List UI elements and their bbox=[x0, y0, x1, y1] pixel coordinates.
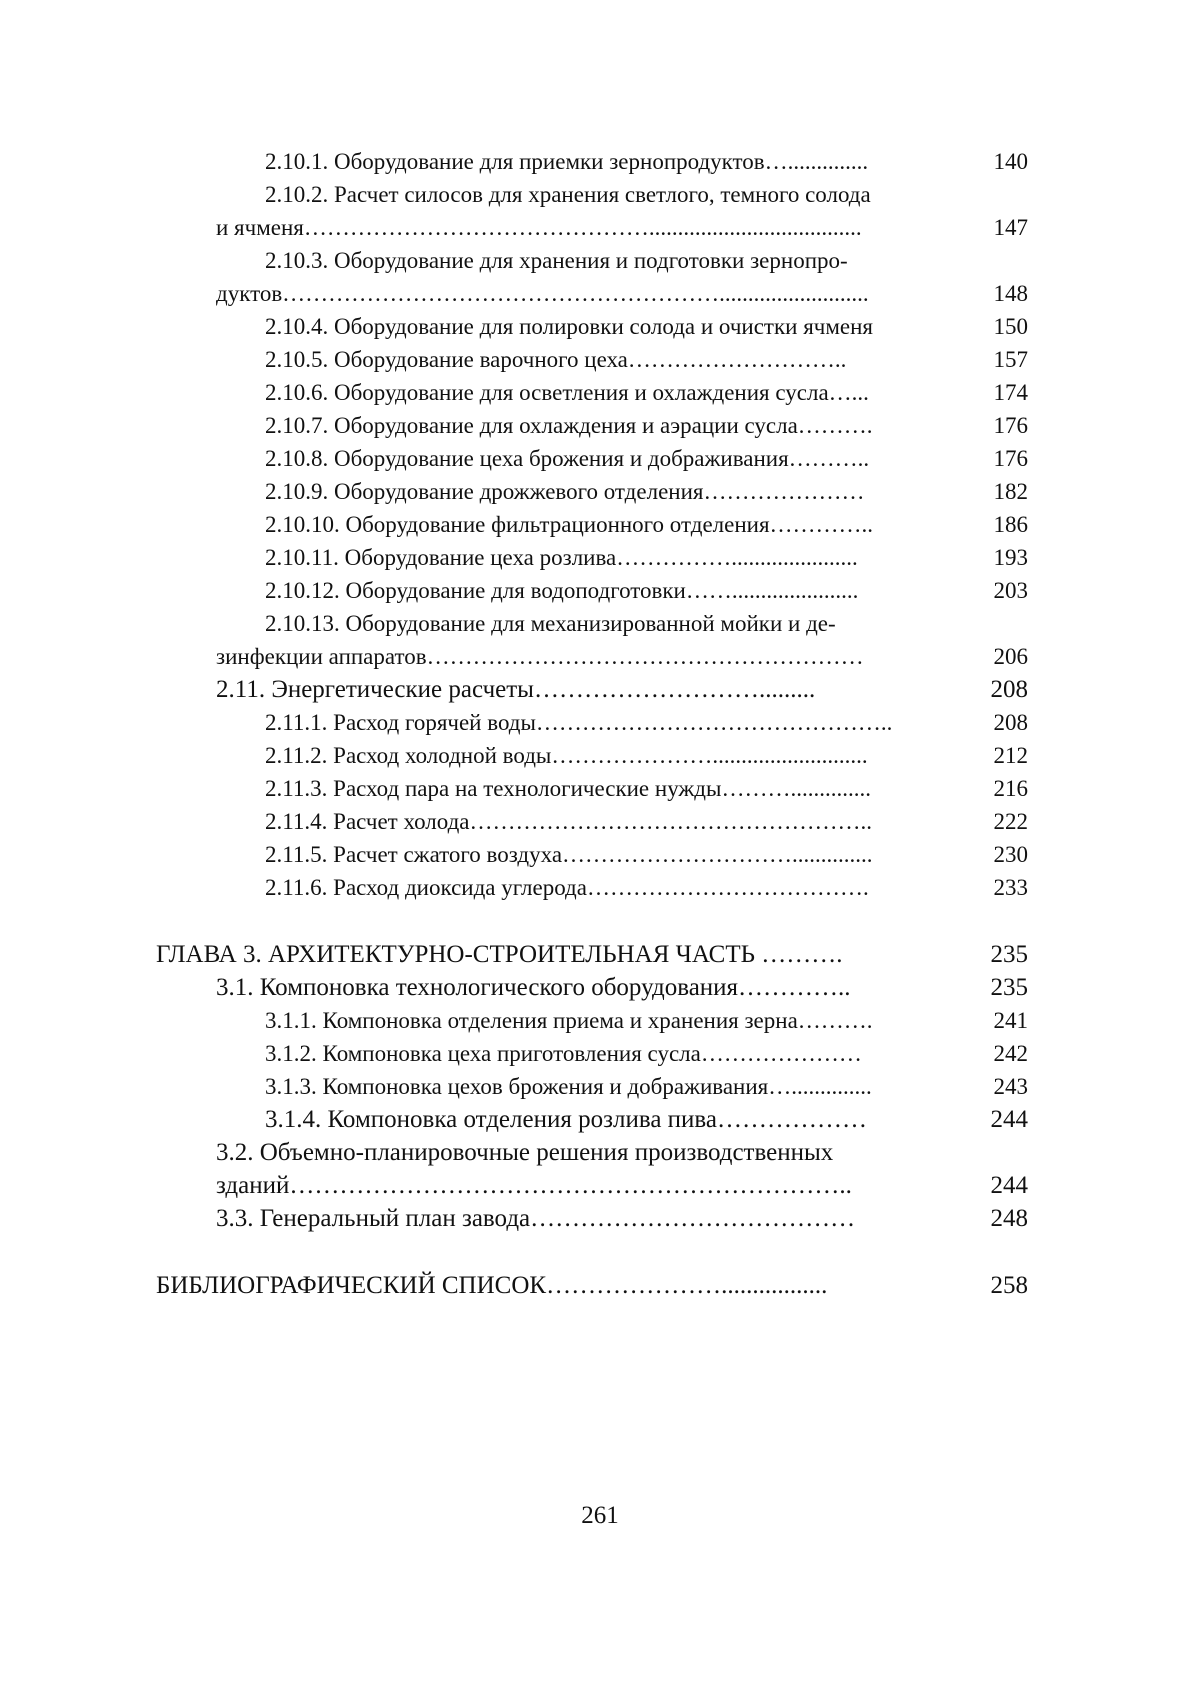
toc-entry bbox=[216, 1169, 1028, 1203]
toc-entry-title: 3.1.3. Компоновка цехов брожения и дображивания….............. bbox=[265, 1074, 872, 1099]
toc-entry-title: 2.11.3. Расход пара на технологические нужды……….............. bbox=[265, 776, 871, 801]
page-number: 261 bbox=[581, 1502, 619, 1529]
toc-entry-title: БИБЛИОГРАФИЧЕСКИЙ СПИСОК…………………................. bbox=[156, 1272, 828, 1299]
toc-entry-title: 2.11. Энергетические расчеты………………………......... bbox=[216, 676, 816, 703]
toc-entry bbox=[265, 1070, 1028, 1104]
toc-entry-page: 140 bbox=[993, 149, 1028, 174]
toc-entry-page: 186 bbox=[993, 512, 1028, 537]
toc-entry-page: 235 bbox=[990, 974, 1028, 1001]
toc-entry-title: 2.10.4. Оборудование для полировки солода и очистки ячменя bbox=[265, 314, 874, 339]
toc-entry-title: 2.10.10. Оборудование фильтрационного отделения………….. bbox=[265, 512, 874, 537]
toc-entry-page: 208 bbox=[993, 710, 1028, 735]
toc-entry-title: 2.10.7. Оборудование для охлаждения и аэрации сусла………. bbox=[265, 413, 873, 438]
toc-entry-title: 2.10.9. Оборудование дрожжевого отделения………………… bbox=[265, 479, 865, 504]
toc-entry bbox=[265, 574, 1028, 608]
toc-entry-title: 2.10.8. Оборудование цеха брожения и дображивания……….. bbox=[265, 446, 870, 471]
toc-entry bbox=[216, 640, 1028, 674]
toc-entry-title: 2.10.12. Оборудование для водоподготовки……...................... bbox=[265, 578, 859, 603]
toc-entry bbox=[265, 739, 1028, 773]
toc-entry bbox=[216, 971, 1028, 1005]
toc-entry-page: 174 bbox=[993, 380, 1028, 405]
toc-entry bbox=[265, 1103, 1028, 1137]
toc-entry-title: и ячменя………………………………………..................................... bbox=[216, 215, 862, 240]
toc-entry-page: 150 bbox=[993, 314, 1028, 339]
toc-entry-title: 2.11.2. Расход холодной воды…………………........................... bbox=[265, 743, 868, 768]
toc-entry bbox=[265, 607, 1028, 641]
toc-entry bbox=[216, 1136, 1028, 1170]
toc-entry-title: 3.1. Компоновка технологического оборудования………….. bbox=[216, 974, 851, 1001]
toc-entry-title: зинфекции аппаратов………………………………………………… bbox=[216, 644, 864, 669]
toc-entry bbox=[216, 673, 1028, 707]
toc-entry bbox=[265, 508, 1028, 542]
toc-entry-page: 235 bbox=[990, 941, 1028, 968]
toc-entry-title: 3.1.2. Компоновка цеха приготовления сусла………………… bbox=[265, 1041, 862, 1066]
toc-entry-page: 243 bbox=[993, 1074, 1028, 1099]
toc-entry-page: 206 bbox=[993, 644, 1028, 669]
toc-entry-page: 244 bbox=[990, 1172, 1028, 1199]
toc-entry-title: 3.2. Объемно-планировочные решения производственных bbox=[216, 1139, 834, 1166]
toc-entry-title: 2.11.6. Расход диоксида углерода………………………………. bbox=[265, 875, 869, 900]
toc-entry bbox=[265, 244, 1028, 278]
toc-entry bbox=[265, 805, 1028, 839]
toc-entry bbox=[265, 343, 1028, 377]
toc-entry-title: дуктов………………………………………………….......................... bbox=[216, 281, 869, 306]
toc-entry bbox=[265, 772, 1028, 806]
toc-entry bbox=[265, 409, 1028, 443]
toc-entry-page: 258 bbox=[990, 1272, 1028, 1299]
toc-entry-page: 233 bbox=[993, 875, 1028, 900]
toc-entry bbox=[265, 1004, 1028, 1038]
toc-entry-title: 2.11.1. Расход горячей воды……………………………………….. bbox=[265, 710, 893, 735]
toc-entry-page: 157 bbox=[993, 347, 1028, 372]
toc-entry-title: 2.10.5. Оборудование варочного цеха……………………….. bbox=[265, 347, 847, 372]
toc-entry bbox=[265, 541, 1028, 575]
toc-entry-title: 2.10.3. Оборудование для хранения и подготовки зернопро- bbox=[265, 248, 848, 273]
toc-entry-title: 2.11.5. Расчет сжатого воздуха………………………….............. bbox=[265, 842, 873, 867]
toc-entry-title: 2.10.11. Оборудование цеха розлива……………...................... bbox=[265, 545, 858, 570]
toc-entry bbox=[216, 1202, 1028, 1236]
toc-entry-title: 3.3. Генеральный план завода………………………………… bbox=[216, 1205, 856, 1232]
toc-entry bbox=[265, 376, 1028, 410]
toc-entry-page: 216 bbox=[993, 776, 1028, 801]
toc-entry-page: 176 bbox=[993, 413, 1028, 438]
toc-entry-page: 208 bbox=[990, 676, 1028, 703]
toc-entry bbox=[265, 1037, 1028, 1071]
toc-entry-page: 242 bbox=[993, 1041, 1028, 1066]
toc-entry-title: 2.10.1. Оборудование для приемки зернопродуктов….............. bbox=[265, 149, 869, 174]
toc-entry-title: 2.10.6. Оборудование для осветления и охлаждения сусла…... bbox=[265, 380, 869, 405]
toc-entry-page: 193 bbox=[993, 545, 1028, 570]
toc-entry-title: 3.1.1. Компоновка отделения приема и хранения зерна………. bbox=[265, 1008, 873, 1033]
toc-entry bbox=[156, 1269, 1028, 1303]
toc-entry-title: ГЛАВА 3. АРХИТЕКТУРНО-СТРОИТЕЛЬНАЯ ЧАСТЬ ………. bbox=[156, 941, 843, 968]
toc-entry-page: 244 bbox=[990, 1106, 1028, 1133]
toc-entry bbox=[216, 277, 1028, 311]
toc-entry bbox=[265, 442, 1028, 476]
toc-entry-page: 212 bbox=[993, 743, 1028, 768]
toc-entry-title: 2.10.13. Оборудование для механизированной мойки и де- bbox=[265, 611, 836, 636]
toc-entry bbox=[265, 178, 1028, 212]
toc-entry-title: 3.1.4. Компоновка отделения розлива пива……………… bbox=[265, 1106, 867, 1133]
toc-entry-page: 147 bbox=[993, 215, 1028, 240]
toc-entry bbox=[265, 838, 1028, 872]
toc-entry-page: 230 bbox=[993, 842, 1028, 867]
toc-entry-page: 182 bbox=[993, 479, 1028, 504]
toc-entry bbox=[265, 310, 1028, 344]
toc-entry-page: 203 bbox=[993, 578, 1028, 603]
toc-entry bbox=[156, 938, 1028, 972]
toc-entry-page: 148 bbox=[993, 281, 1028, 306]
toc-entry-page: 222 bbox=[993, 809, 1028, 834]
toc-entry bbox=[265, 475, 1028, 509]
toc-entry-page: 176 bbox=[993, 446, 1028, 471]
toc-entry-title: зданий………………………………………………………….. bbox=[216, 1172, 852, 1199]
toc-entry-title: 2.10.2. Расчет силосов для хранения светлого, темного солода bbox=[265, 182, 871, 207]
toc-entry-page: 241 bbox=[993, 1008, 1028, 1033]
toc-entry-title: 2.11.4. Расчет холода…………………………………………….. bbox=[265, 809, 873, 834]
toc-entry bbox=[216, 211, 1028, 245]
toc-entry bbox=[265, 706, 1028, 740]
toc-entry bbox=[265, 871, 1028, 905]
toc-entry-page: 248 bbox=[990, 1205, 1028, 1232]
toc-entry bbox=[265, 145, 1028, 179]
